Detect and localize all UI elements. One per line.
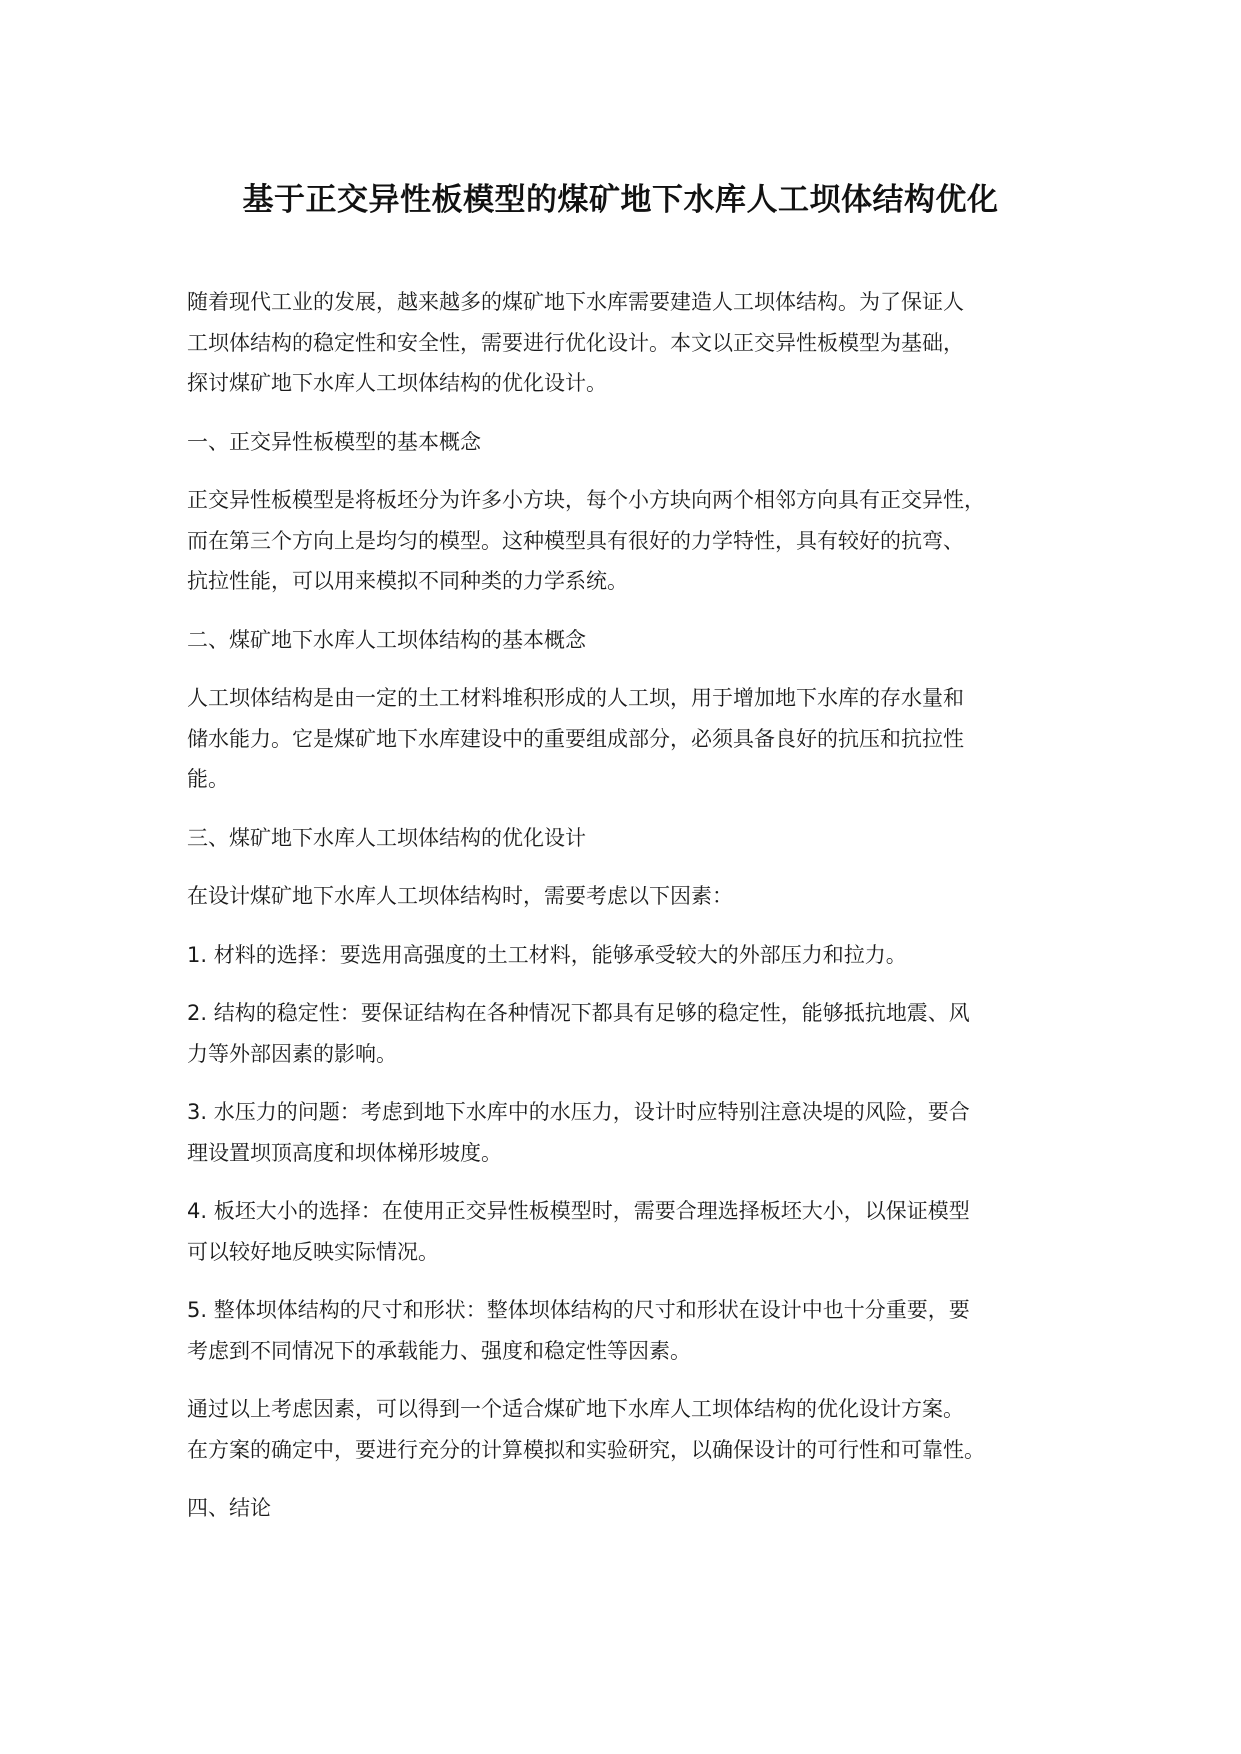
text-line: 抗拉性能，可以用来模拟不同种类的力学系统。 [187,569,628,593]
paragraph-spacer [187,462,1087,480]
section-heading [187,422,1087,463]
document-body [187,282,1087,1529]
document-title: 基于正交异性板模型的煤矿地下水库人工坝体结构优化 [242,182,999,218]
text-line: 三、煤矿地下水库人工坝体结构的优化设计 [187,825,586,850]
paragraph-spacer [187,602,1087,620]
paragraph [187,1389,1087,1470]
section-heading [187,1488,1087,1529]
text-line: 而在第三个方向上是均匀的模型。这种模型具有很好的力学特性，具有较好的抗弯、 [187,528,964,553]
text-line: 4. 板坯大小的选择：在使用正交异性板模型时，需要合理选择板坯大小，以保证模型 [187,1199,970,1223]
paragraph [187,935,1087,976]
text-line: 考虑到不同情况下的承载能力、强度和稳定性等因素。 [187,1338,691,1363]
text-line: 力等外部因素的影响。 [187,1041,397,1066]
paragraph-spacer [187,800,1087,818]
paragraph-spacer [187,975,1087,993]
paragraph-spacer [187,1371,1087,1389]
text-line: 理设置坝顶高度和坝体梯形坡度。 [187,1140,502,1165]
paragraph [187,876,1087,917]
text-line: 能。 [187,767,229,791]
text-line: 人工坝体结构是由一定的土工材料堆积形成的人工坝，用于增加地下水库的存水量和 [187,686,964,710]
text-line: 随着现代工业的发展，越来越多的煤矿地下水库需要建造人工坝体结构。为了保证人 [187,290,964,314]
text-line: 2. 结构的稳定性：要保证结构在各种情况下都具有足够的稳定性，能够抵抗地震、风 [187,1001,970,1025]
paragraph [187,1092,1087,1173]
paragraph-spacer [187,1173,1087,1191]
paragraph-spacer [187,858,1087,876]
text-line: 通过以上考虑因素，可以得到一个适合煤矿地下水库人工坝体结构的优化设计方案。 [187,1397,964,1421]
section-heading [187,620,1087,661]
paragraph-spacer [187,404,1087,422]
paragraph [187,480,1087,602]
text-line: 在设计煤矿地下水库人工坝体结构时，需要考虑以下因素： [187,884,733,908]
paragraph-spacer [187,917,1087,935]
text-line: 探讨煤矿地下水库人工坝体结构的优化设计。 [187,371,607,395]
text-line: 四、结论 [187,1496,271,1520]
paragraph-spacer [187,1074,1087,1092]
paragraph [187,282,1087,404]
text-line: 二、煤矿地下水库人工坝体结构的基本概念 [187,627,586,652]
paragraph-spacer [187,1470,1087,1488]
paragraph-spacer [187,1272,1087,1290]
text-line: 在方案的确定中，要进行充分的计算模拟和实验研究，以确保设计的可行性和可靠性。 [187,1437,985,1462]
text-line: 一、正交异性板模型的基本概念 [187,429,481,454]
text-line: 工坝体结构的稳定性和安全性，需要进行优化设计。本文以正交异性板模型为基础， [187,330,964,355]
section-heading [187,818,1087,859]
text-line: 1. 材料的选择：要选用高强度的土工材料，能够承受较大的外部压力和拉力。 [187,942,907,967]
text-line: 正交异性板模型是将板坯分为许多小方块，每个小方块向两个相邻方向具有正交异性， [187,488,985,512]
paragraph-spacer [187,660,1087,678]
text-line: 5. 整体坝体结构的尺寸和形状：整体坝体结构的尺寸和形状在设计中也十分重要，要 [187,1298,970,1322]
paragraph [187,1191,1087,1272]
paragraph [187,1290,1087,1371]
paragraph [187,678,1087,800]
text-line: 3. 水压力的问题：考虑到地下水库中的水压力，设计时应特别注意决堤的风险，要合 [187,1100,970,1124]
text-line: 储水能力。它是煤矿地下水库建设中的重要组成部分，必须具备良好的抗压和抗拉性 [187,726,964,751]
paragraph [187,993,1087,1074]
text-line: 可以较好地反映实际情况。 [187,1239,439,1264]
